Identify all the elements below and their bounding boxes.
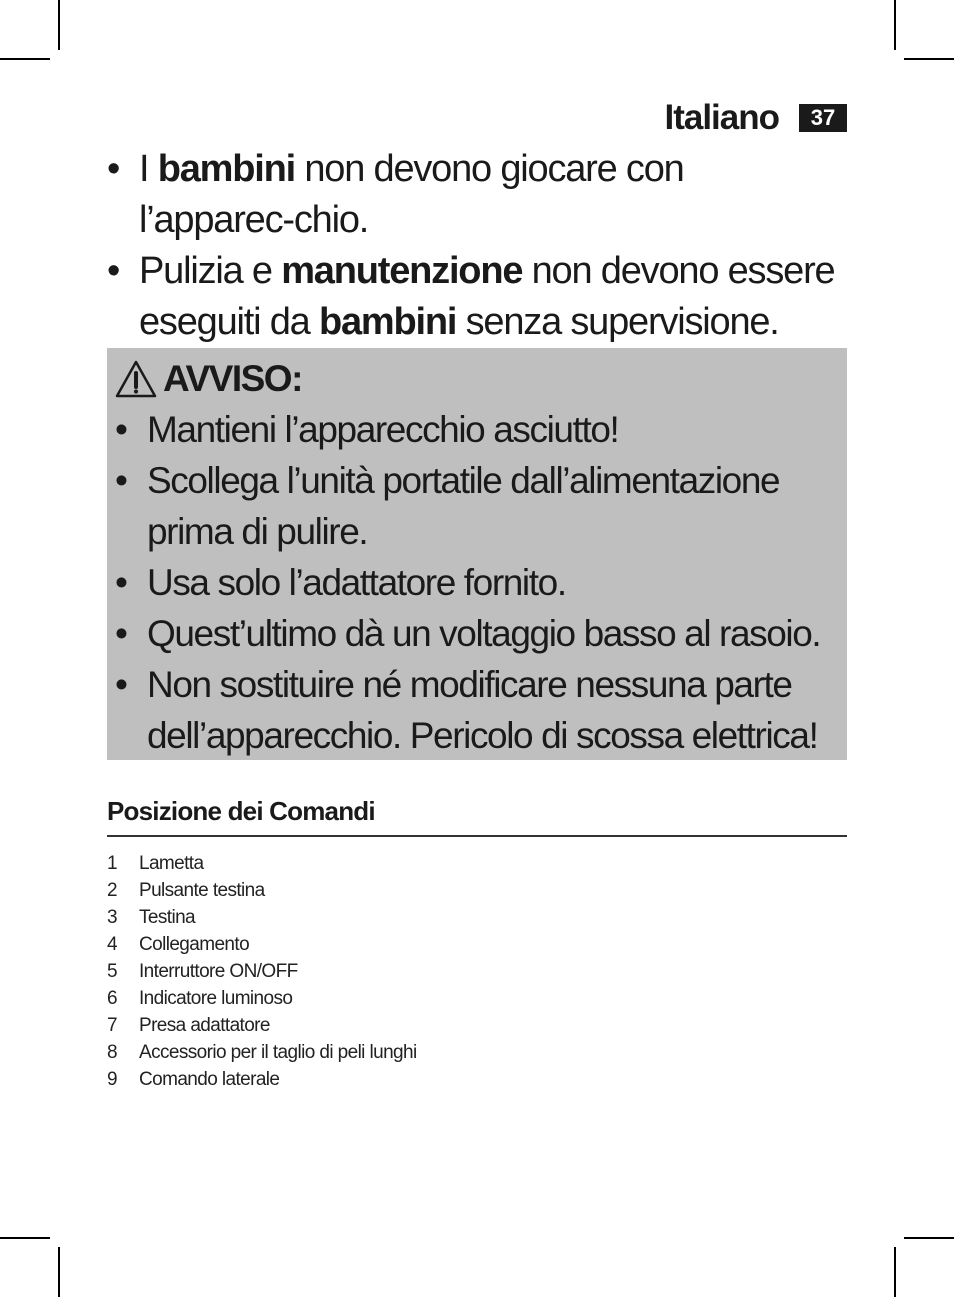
- item-number: 4: [107, 933, 117, 955]
- page-number-badge: 37: [799, 104, 847, 132]
- crop-mark: [904, 58, 954, 60]
- bullet-marker: •: [107, 148, 120, 190]
- item-label: Collegamento: [139, 933, 250, 955]
- warning-list: [115, 404, 847, 761]
- warning-text: Quest’ultimo dà un voltaggio basso al rasoio.: [147, 613, 821, 654]
- item-label: Testina: [139, 906, 196, 928]
- intro-bullet-item: [107, 246, 847, 348]
- list-item: [107, 850, 417, 877]
- item-number: 2: [107, 879, 117, 901]
- bullet-marker: •: [115, 409, 127, 450]
- crop-mark: [894, 1247, 896, 1297]
- warning-item: [115, 557, 847, 608]
- crop-mark: [58, 1247, 60, 1297]
- list-item: [107, 1012, 417, 1039]
- page-header: [664, 96, 847, 140]
- bold-text: bambini: [157, 148, 295, 190]
- intro-bullet-item: [107, 144, 847, 246]
- intro-bullet-list: [107, 144, 847, 348]
- warning-item: [115, 608, 847, 659]
- item-number: 8: [107, 1041, 117, 1063]
- item-number: 5: [107, 960, 117, 982]
- crop-mark: [904, 1237, 954, 1239]
- list-item: [107, 1066, 417, 1093]
- item-label: Accessorio per il taglio di peli lunghi: [139, 1041, 417, 1063]
- warning-item: [115, 455, 847, 557]
- warning-text: Non sostituire né modificare nessuna parte dell’apparecchio. Pericolo di scossa elettrica!: [147, 664, 818, 756]
- warning-item: [115, 659, 847, 761]
- list-item: [107, 904, 417, 931]
- item-label: Lametta: [139, 852, 204, 874]
- list-item: [107, 958, 417, 985]
- crop-mark: [0, 58, 50, 60]
- list-item: [107, 985, 417, 1012]
- item-number: 1: [107, 852, 117, 874]
- warning-heading: [115, 354, 847, 404]
- bullet-text: Pulizia e: [139, 250, 282, 292]
- bullet-marker: •: [107, 250, 120, 292]
- list-item: [107, 1039, 417, 1066]
- warning-title: AVVISO:: [163, 358, 302, 399]
- bullet-marker: •: [115, 664, 127, 705]
- warning-box: [107, 348, 847, 760]
- crop-mark: [58, 0, 60, 50]
- bullet-text: non devono essere eseguiti da: [139, 250, 835, 343]
- crop-mark: [894, 0, 896, 50]
- warning-item: [115, 404, 847, 455]
- item-label: Pulsante testina: [139, 879, 265, 901]
- bold-text: bambini: [318, 301, 457, 343]
- item-number: 9: [107, 1068, 117, 1090]
- item-label: Interruttore ON/OFF: [139, 960, 298, 982]
- language-label: Italiano: [664, 98, 779, 137]
- list-item: [107, 877, 417, 904]
- item-label: Presa adattatore: [139, 1014, 270, 1036]
- bullet-text: non devono giocare con l’apparec-chio.: [139, 148, 684, 241]
- item-number: 3: [107, 906, 117, 928]
- bullet-text: senza supervisione.: [456, 301, 779, 343]
- item-label: Indicatore luminoso: [139, 987, 293, 1009]
- controls-section-title: Posizione dei Comandi: [107, 796, 847, 837]
- item-number: 7: [107, 1014, 117, 1036]
- bold-text: manutenzione: [281, 250, 523, 292]
- bullet-text: I: [139, 148, 158, 190]
- item-number: 6: [107, 987, 117, 1009]
- warning-triangle-icon: [115, 360, 157, 398]
- list-item: [107, 931, 417, 958]
- item-label: Comando laterale: [139, 1068, 280, 1090]
- warning-text: Usa solo l’adattatore fornito.: [147, 562, 566, 603]
- bullet-marker: •: [115, 613, 127, 654]
- bullet-marker: •: [115, 460, 127, 501]
- controls-list: [107, 850, 417, 1093]
- warning-text: Mantieni l’apparecchio asciutto!: [147, 409, 619, 450]
- warning-text: Scollega l’unità portatile dall’alimentazione prima di pulire.: [147, 460, 780, 552]
- bullet-marker: •: [115, 562, 127, 603]
- crop-mark: [0, 1237, 50, 1239]
